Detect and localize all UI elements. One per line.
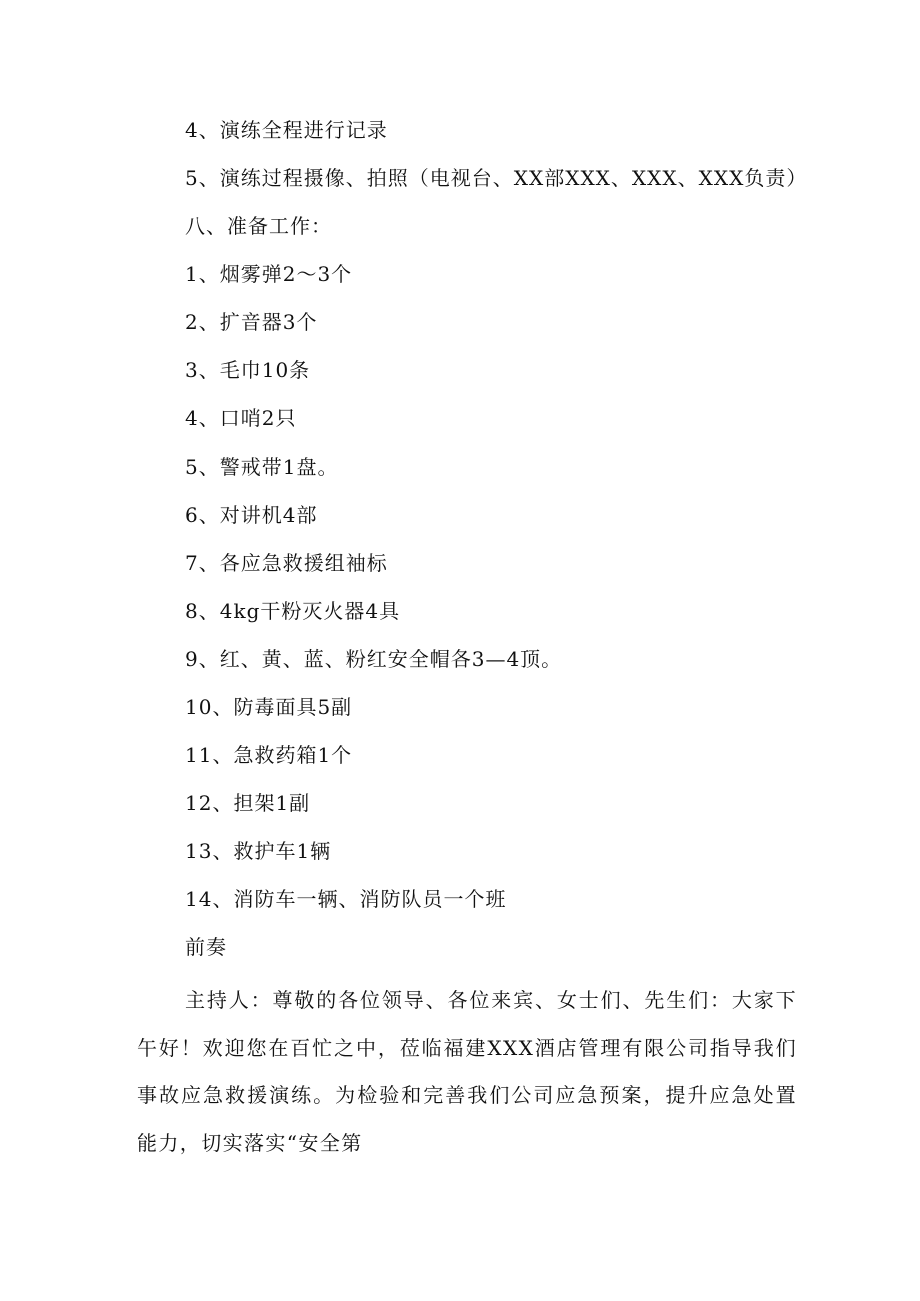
list-item: 12、担架1副 (185, 791, 311, 815)
section-heading: 前奏 (185, 935, 227, 959)
host-speech-paragraph: 主持人：尊敬的各位领导、各位来宾、女士们、先生们：大家下午好！欢迎您在百忙之中，莅临福建XXX酒店管理有限公司指导我们事故应急救援演练。为检验和完善我们公司应急预案，提升应急处置能力，切实落实“安全第 (137, 988, 797, 1155)
list-item: 3、毛巾10条 (185, 358, 311, 382)
list-item: 11、急救药箱1个 (185, 743, 353, 767)
list-item: 4、演练全程进行记录 (185, 118, 388, 142)
list-item: 2、扩音器3个 (185, 310, 318, 334)
list-item: 10、防毒面具5副 (185, 695, 353, 719)
list-item: 14、消防车一辆、消防队员一个班 (185, 887, 507, 911)
list-item: 8、4kg干粉灭火器4具 (185, 599, 401, 623)
list-item: 5、演练过程摄像、拍照（电视台、XX部XXX、XXX、XXX负责） (185, 166, 808, 190)
list-item: 7、各应急救援组袖标 (185, 551, 388, 575)
list-item: 9、红、黄、蓝、粉红安全帽各3—4顶。 (185, 647, 563, 671)
list-item: 4、口哨2只 (185, 406, 297, 430)
list-item: 13、救护车1辆 (185, 839, 332, 863)
section-heading: 八、准备工作： (185, 214, 332, 238)
list-item: 5、警戒带1盘。 (185, 455, 339, 479)
list-item: 6、对讲机4部 (185, 503, 318, 527)
list-item: 1、烟雾弹2～3个 (185, 262, 353, 286)
